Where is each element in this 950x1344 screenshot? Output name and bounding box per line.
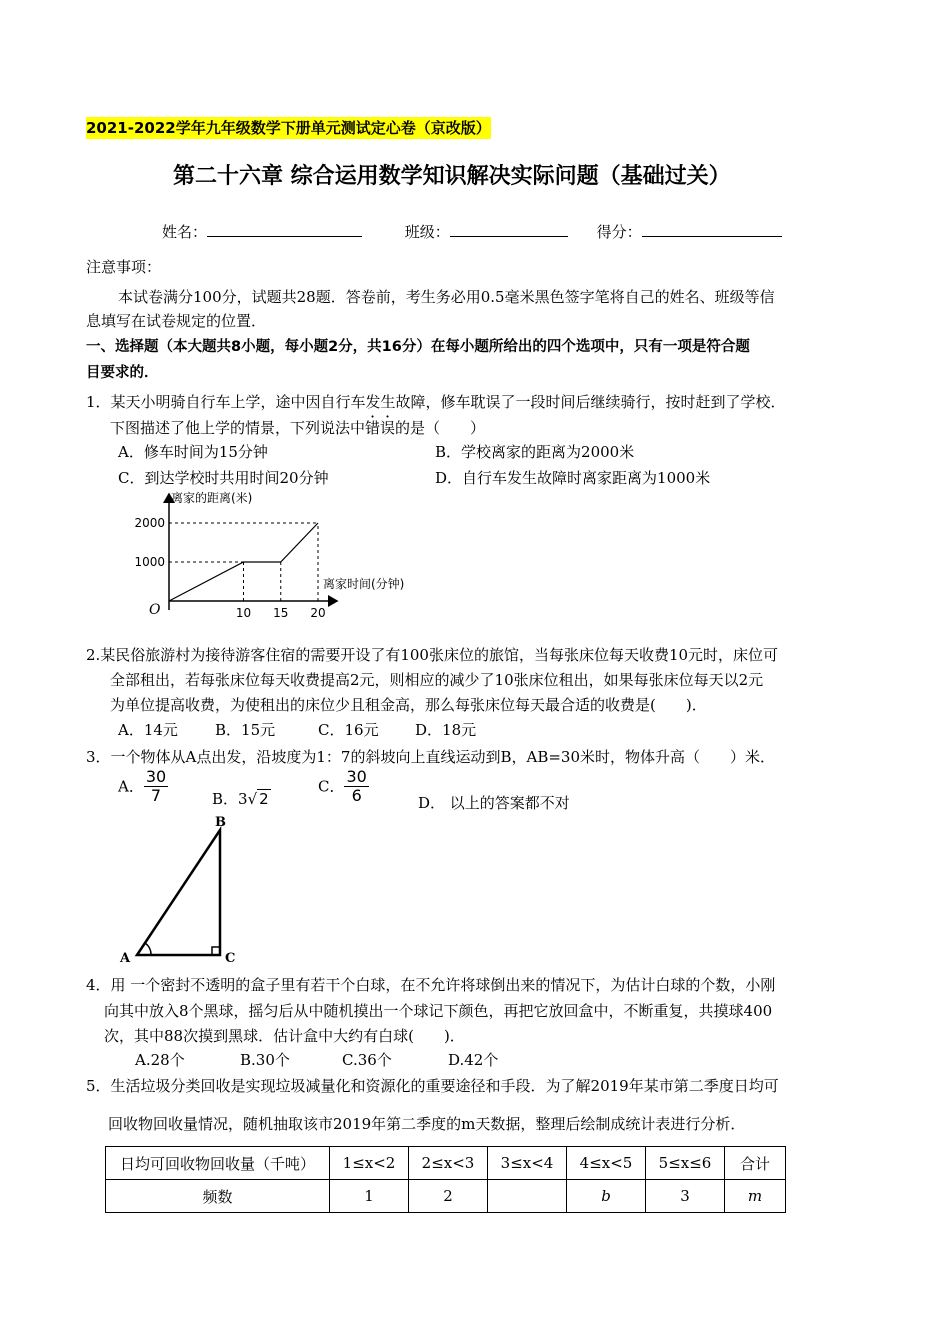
q1-line-2 [110, 416, 485, 440]
q3-option-b-label: B．3 [212, 790, 248, 808]
notice-line-2: 息填写在试卷规定的位置． [86, 312, 267, 330]
q4-line-2: 向其中放入8个黑球，摇匀后从中随机摸出一个球记下颜色，再把它放回盒中，不断重复，共摸球400 [104, 1002, 773, 1020]
q1-option-b[interactable]: B．学校离家的距离为2000米 [435, 443, 635, 461]
q3-option-a[interactable] [118, 768, 168, 805]
q3-option-b[interactable] [212, 787, 271, 811]
section-heading-line-2: 目要求的． [86, 365, 159, 381]
table-header-cell: 4≤x<5 [567, 1147, 646, 1180]
sqrt-icon: √ [247, 790, 258, 808]
page-title: 第二十六章 综合运用数学知识解决实际问题（基础过关） [173, 164, 731, 189]
class-blank[interactable] [450, 220, 568, 237]
fraction-30-7 [144, 768, 168, 805]
q1-line-2-post: 的是（ ） [395, 419, 486, 437]
notice-heading: 注意事项： [86, 258, 162, 276]
table-cell: m [725, 1180, 786, 1213]
table-cell: 频数 [106, 1180, 330, 1213]
q5-line-2: 回收物回收量情况，随机抽取该市2019年第二季度的m天数据，整理后绘制成统计表进行分析． [108, 1115, 746, 1133]
origin-label: O [149, 602, 161, 618]
q4-option-b[interactable]: B.30个 [240, 1051, 290, 1069]
table-cell: 2 [409, 1180, 488, 1213]
exam-banner: 2021-2022学年九年级数学下册单元测试定心卷（京改版） [86, 119, 491, 137]
q3-option-c[interactable] [318, 768, 369, 805]
q1-option-d[interactable]: D．自行车发生故障时离家距离为1000米 [435, 469, 711, 487]
name-label: 姓名： [162, 223, 208, 241]
fraction-numerator: 30 [145, 767, 167, 786]
point-b-label: B [215, 815, 226, 830]
notice-line-1: 本试卷满分100分，试题共28题．答卷前，考生务必用0.5毫米黑色签字笔将自己的姓名、班级等信 [118, 288, 775, 306]
fraction-denominator: 7 [150, 786, 162, 805]
y-tick-label: 1000 [134, 555, 165, 569]
q3-option-d[interactable]: D． 以上的答案都不对 [418, 794, 570, 812]
fraction-numerator: 30 [346, 767, 367, 786]
emphasis-char-2: 误 [380, 419, 396, 437]
x-axis-label: 离家时间(分钟) [323, 577, 405, 591]
q4-option-a[interactable]: A.28个 [135, 1051, 185, 1069]
q2-option-a[interactable]: A．14元 [118, 721, 178, 739]
q4-option-c[interactable]: C.36个 [342, 1051, 392, 1069]
score-label: 得分： [596, 223, 642, 241]
q2-line-3: 为单位提高收费，为使租出的床位少且租金高，那么每张床位每天最合适的收费是( )． [110, 696, 707, 714]
name-blank[interactable] [207, 220, 362, 237]
q4-line-1: 4．用 一个密封不透明的盒子里有若干个白球，在不允许将球倒出来的情况下，为估计白球的个数，小刚 [86, 976, 776, 994]
q1-option-c[interactable]: C．到达学校时共用时间20分钟 [118, 469, 329, 487]
x-tick-label: 10 [235, 606, 252, 620]
emphasis-char-1: 错 [365, 419, 381, 437]
radicand: 2 [259, 790, 269, 808]
q3-option-c-label: C． [318, 777, 345, 796]
section-heading-line-1: 一、选择题（本大题共8小题，每小题2分，共16分）在每小题所给出的四个选项中，只有一项是符合题 [86, 339, 750, 355]
table-header-cell: 2≤x<3 [409, 1147, 488, 1180]
q2-option-d[interactable]: D．18元 [415, 721, 477, 739]
q5-line-1: 5．生活垃圾分类回收是实现垃圾减量化和资源化的重要途径和手段．为了解2019年某市第二季度日均可 [86, 1077, 779, 1095]
q1-line-2-pre: 下图描述了他上学的情景，下列说法中 [110, 419, 366, 437]
table-header-cell: 日均可回收物回收量（千吨） [106, 1147, 330, 1180]
point-c-label: C [225, 951, 236, 966]
table-row [106, 1180, 786, 1213]
q4-line-3: 次，其中88次摸到黑球．估计盒中大约有白球( )． [104, 1027, 465, 1045]
point-a-label: A [120, 951, 131, 966]
table-header-cell: 合计 [725, 1147, 786, 1180]
distance-time-chart [125, 488, 405, 628]
q4-option-d[interactable]: D.42个 [448, 1051, 499, 1069]
q3-option-a-label: A． [118, 777, 144, 796]
y-tick-label: 2000 [134, 516, 165, 530]
table-cell: b [567, 1180, 646, 1213]
student-info [162, 220, 782, 244]
q2-option-c[interactable]: C．16元 [318, 721, 379, 739]
table-cell [488, 1180, 567, 1213]
q1-line-1: 1．某天小明骑自行车上学，途中因自行车发生故障，修车耽误了一段时间后继续骑行，按时赶到了学校． [86, 393, 786, 411]
q2-line-1: 2.某民俗旅游村为接待游客住宿的需要开设了有100张床位的旅馆，当每张床位每天收费10元时，床位可 [86, 646, 779, 664]
fraction-denominator: 6 [351, 786, 362, 805]
table-header-cell: 1≤x<2 [330, 1147, 409, 1180]
angle-arc [145, 943, 151, 955]
y-axis-label: 离家的距离(米) [171, 491, 253, 505]
q2-line-2: 全部租出，若每张床位每天收费提高2元，则相应的减少了10张床位租出，如果每张床位每天以2元 [110, 671, 764, 689]
table-header-cell: 3≤x<4 [488, 1147, 567, 1180]
x-tick-label: 15 [273, 606, 289, 620]
q1-option-a[interactable]: A．修车时间为15分钟 [118, 443, 268, 461]
class-label: 班级： [404, 223, 450, 241]
slope-triangle-figure [115, 812, 245, 967]
table-cell: 3 [646, 1180, 725, 1213]
triangle [137, 830, 220, 955]
x-tick-label: 20 [310, 606, 326, 620]
table-header-row [106, 1147, 786, 1180]
frequency-table [105, 1146, 786, 1213]
distance-line [169, 523, 318, 601]
q3-line-1: 3．一个物体从A点出发，沿坡度为1：7的斜坡向上直线运动到B，AB=30米时，物体升高（ ）米． [86, 748, 776, 766]
score-blank[interactable] [642, 220, 782, 237]
fraction-30-6 [344, 768, 368, 805]
table-header-cell: 5≤x≤6 [646, 1147, 725, 1180]
q2-option-b[interactable]: B．15元 [215, 721, 276, 739]
table-cell: 1 [330, 1180, 409, 1213]
